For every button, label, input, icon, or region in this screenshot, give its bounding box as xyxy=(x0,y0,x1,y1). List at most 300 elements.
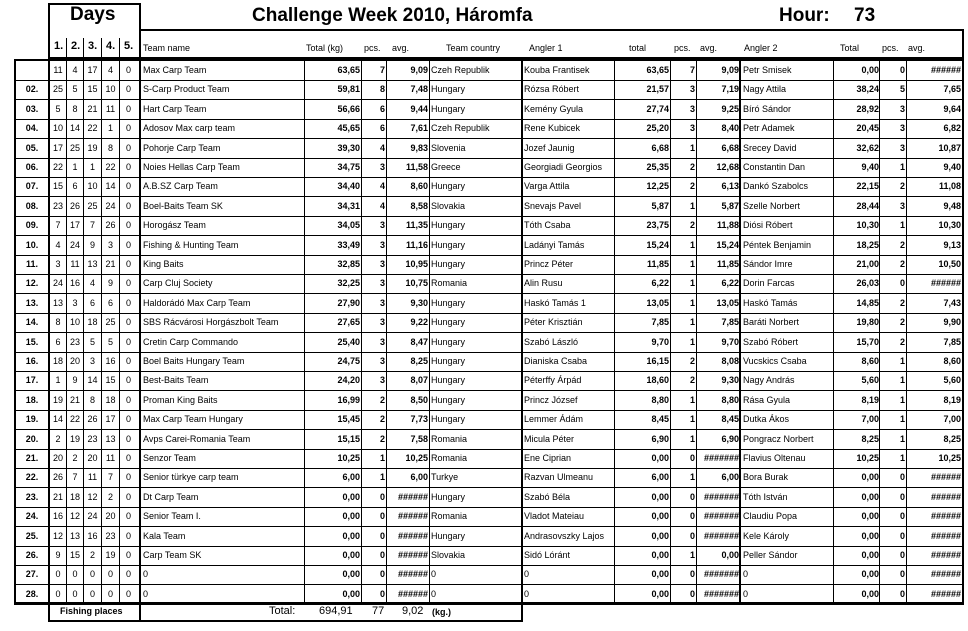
day-3-cell: 8 xyxy=(89,394,95,405)
team-name-cell: Kala Team xyxy=(143,530,186,541)
day-3-cell: 13 xyxy=(87,259,98,269)
days-label: Days xyxy=(70,4,116,25)
angler2-total-cell: 10,25 xyxy=(856,453,879,463)
team-country-cell: Hungary xyxy=(431,297,466,308)
team-avg-cell: ###### xyxy=(397,511,428,522)
angler1-name-cell: Alin Rusu xyxy=(524,278,563,289)
angler2-pcs-cell: 2 xyxy=(899,317,905,328)
angler1-pcs-cell: 3 xyxy=(689,123,695,134)
rank-cell: 22. xyxy=(25,472,39,483)
angler1-total-cell: 25,20 xyxy=(646,123,669,134)
day-3-cell: 12 xyxy=(87,491,98,502)
angler1-total-cell: 5,87 xyxy=(651,200,669,211)
team-avg-cell: 9,22 xyxy=(410,317,428,328)
angler2-avg-cell: 10,50 xyxy=(938,259,961,269)
team-avg-cell: 7,48 xyxy=(410,84,428,95)
angler1-total-cell: 8,80 xyxy=(651,394,669,405)
days-body-box xyxy=(48,59,141,604)
team-pcs-cell: 0 xyxy=(379,491,385,502)
day-1-cell: 26 xyxy=(52,472,63,483)
team-country-cell: Turkye xyxy=(431,472,459,483)
angler2-total-cell: 8,60 xyxy=(861,356,879,366)
angler1-total-cell: 0,00 xyxy=(651,569,669,580)
team-country-cell: Greece xyxy=(431,162,461,172)
angler1-total-cell: 8,45 xyxy=(651,414,669,425)
day-1-cell: 21 xyxy=(52,491,63,502)
angler1-avg-cell: ####### xyxy=(703,588,739,599)
day-3-cell: 23 xyxy=(87,433,98,444)
team-country-cell: Hungary xyxy=(431,103,466,114)
day-2-cell: 12 xyxy=(69,511,80,522)
team-name-cell: Fishing & Hunting Team xyxy=(143,239,239,250)
angler2-pcs-cell: 1 xyxy=(899,356,905,366)
day-2-cell: 0 xyxy=(72,569,78,580)
day-5-cell: 0 xyxy=(125,278,131,289)
day-1-cell: 5 xyxy=(55,103,61,114)
angler2-total-cell: 0,00 xyxy=(861,491,879,502)
team-pcs-cell: 4 xyxy=(379,181,385,192)
day-2-cell: 18 xyxy=(69,491,80,502)
team-total-cell: 34,40 xyxy=(337,181,360,192)
angler2-total-cell: 0,00 xyxy=(861,65,879,75)
angler1-pcs-cell: 0 xyxy=(689,530,695,541)
day-2-cell: 9 xyxy=(72,375,78,386)
rank-cell: 27. xyxy=(25,569,39,580)
day-4-cell: 15 xyxy=(105,375,116,386)
day-5-cell: 0 xyxy=(125,530,131,541)
team-total-cell: 0,00 xyxy=(342,511,360,522)
team-name-cell: Haldorádó Max Carp Team xyxy=(143,297,251,308)
angler2-name-cell: Szabó Róbert xyxy=(743,336,799,347)
day-3-cell: 15 xyxy=(87,84,98,95)
day-2-cell: 19 xyxy=(69,433,80,444)
angler1-avg-cell: 6,22 xyxy=(721,278,739,289)
team-name-cell: King Baits xyxy=(143,259,184,269)
day-2-cell: 15 xyxy=(69,550,80,560)
day-3-cell: 2 xyxy=(89,550,95,560)
angler2-pcs-cell: 1 xyxy=(899,453,905,463)
rank-cell: 13. xyxy=(25,297,39,308)
angler2-total-cell: 5,60 xyxy=(861,375,879,386)
team-pcs-cell: 0 xyxy=(379,588,385,599)
angler1-total-cell: 12,25 xyxy=(646,181,669,192)
angler1-pcs-cell: 0 xyxy=(689,453,695,463)
team-country-cell: Hungary xyxy=(431,259,466,269)
day-1-cell: 15 xyxy=(52,181,63,192)
team-country-cell: Hungary xyxy=(431,336,466,347)
angler1-avg-cell: 0,00 xyxy=(721,550,739,560)
rank-cell: 05. xyxy=(25,142,39,153)
day-5-cell: 0 xyxy=(125,162,131,172)
angler2-name-cell: Tóth István xyxy=(743,491,788,502)
angler1-pcs-cell: 0 xyxy=(689,588,695,599)
angler2-pcs-cell: 5 xyxy=(899,84,905,95)
angler2-name-cell: Claudiu Popa xyxy=(743,511,798,522)
angler2-avg-cell: 8,25 xyxy=(943,433,961,444)
angler1-avg-cell: 5,87 xyxy=(721,200,739,211)
angler2-pcs-cell: 3 xyxy=(899,103,905,114)
angler1-name-cell: Andrasovszky Lajos xyxy=(524,530,605,541)
team-pcs-cell: 4 xyxy=(379,142,385,153)
angler1-total-cell: 9,70 xyxy=(651,336,669,347)
team-avg-cell: 7,73 xyxy=(410,414,428,425)
day-5-cell: 0 xyxy=(125,414,131,425)
team-pcs-cell: 3 xyxy=(379,317,385,328)
day-3-cell: 19 xyxy=(87,142,98,153)
header-divider xyxy=(101,38,102,59)
angler1-total-cell: 0,00 xyxy=(651,588,669,599)
day-4-cell: 25 xyxy=(105,317,116,328)
team-name-cell: Horogász Team xyxy=(143,220,206,231)
team-avg-cell: 11,58 xyxy=(405,162,428,172)
angler1-name-cell: Micula Péter xyxy=(524,433,575,444)
team-country-cell: Hungary xyxy=(431,394,466,405)
day-5-cell: 0 xyxy=(125,181,131,192)
angler2-name-cell: Bíró Sándor xyxy=(743,103,792,114)
angler1-body-box xyxy=(521,59,741,604)
angler2-total-cell: 26,03 xyxy=(856,278,879,289)
team-pcs-cell: 6 xyxy=(379,103,385,114)
day-1-cell: 25 xyxy=(52,84,63,95)
angler1-name-cell: Varga Attila xyxy=(524,181,570,192)
angler1-pcs-cell: 1 xyxy=(689,200,695,211)
angler2-avg-cell: 10,87 xyxy=(938,142,961,153)
day-5-cell: 0 xyxy=(125,472,131,483)
angler2-pcs-cell: 0 xyxy=(899,278,905,289)
angler1-avg-cell: 9,30 xyxy=(721,375,739,386)
day-3-cell: 22 xyxy=(87,123,98,134)
team-name-cell: Best-Baits Team xyxy=(143,375,209,386)
col-angler-2-pcs: pcs. xyxy=(882,43,899,53)
day-5-cell: 0 xyxy=(125,356,131,366)
rank-cell: 09. xyxy=(25,220,39,231)
angler2-total-cell: 28,92 xyxy=(856,103,879,114)
team-pcs-cell: 0 xyxy=(379,530,385,541)
team-avg-cell: 9,83 xyxy=(410,142,428,153)
rank-cell: 20. xyxy=(25,433,39,444)
team-country-cell: Hungary xyxy=(431,356,466,366)
team-avg-cell: 8,50 xyxy=(410,394,428,405)
angler2-total-cell: 0,00 xyxy=(861,530,879,541)
day-3-cell: 20 xyxy=(87,453,98,463)
angler1-pcs-cell: 1 xyxy=(689,239,695,250)
team-total-cell: 6,00 xyxy=(342,472,360,483)
angler2-total-cell: 22,15 xyxy=(856,181,879,192)
day-2-cell: 26 xyxy=(69,200,80,211)
angler2-avg-cell: 7,43 xyxy=(943,297,961,308)
day-4-cell: 13 xyxy=(105,433,116,444)
team-name-cell: Carp Cluj Society xyxy=(143,278,213,289)
team-total-cell: 34,05 xyxy=(337,220,360,231)
rank-cell: 19. xyxy=(25,414,39,425)
day-1-cell: 24 xyxy=(52,278,63,289)
angler1-total-cell: 18,60 xyxy=(646,375,669,386)
col-pcs: pcs. xyxy=(364,43,381,53)
day-1-cell: 20 xyxy=(52,453,63,463)
team-pcs-cell: 3 xyxy=(379,375,385,386)
angler2-name-cell: Nagy Attila xyxy=(743,84,787,95)
day-5-cell: 0 xyxy=(125,84,131,95)
angler1-avg-cell: 6,00 xyxy=(721,472,739,483)
angler2-avg-cell: ###### xyxy=(930,588,961,599)
day-5-cell: 0 xyxy=(125,511,131,522)
angler2-name-cell: Sándor Imre xyxy=(743,259,793,269)
team-total-cell: 0,00 xyxy=(342,530,360,541)
day-1-cell: 4 xyxy=(55,239,61,250)
team-pcs-cell: 7 xyxy=(379,65,385,75)
angler2-pcs-cell: 2 xyxy=(899,181,905,192)
angler2-avg-cell: 5,60 xyxy=(943,375,961,386)
team-name-cell: Senior Team I. xyxy=(143,511,201,522)
col-angler-2-total: Total xyxy=(840,43,860,53)
angler2-total-cell: 9,40 xyxy=(861,162,879,172)
angler1-pcs-cell: 2 xyxy=(689,375,695,386)
angler2-pcs-cell: 2 xyxy=(899,239,905,250)
angler2-avg-cell: 7,00 xyxy=(943,414,961,425)
angler1-name-cell: Rózsa Róbert xyxy=(524,84,580,95)
angler1-name-cell: Dianiska Csaba xyxy=(524,356,588,366)
team-country-cell: Romania xyxy=(431,453,468,463)
angler2-total-cell: 20,45 xyxy=(856,123,879,134)
team-country-cell: Czeh Republik xyxy=(431,123,490,134)
rank-cell: 02. xyxy=(25,84,39,95)
col-angler-2-avg: avg. xyxy=(908,43,926,53)
angler1-name-cell: Kouba Frantisek xyxy=(524,65,590,75)
angler1-name-cell: Haskó Tamás 1 xyxy=(524,297,586,308)
team-total-cell: 16,99 xyxy=(337,394,360,405)
angler2-avg-cell: ###### xyxy=(930,278,961,289)
team-total-cell: 27,65 xyxy=(337,317,360,328)
hour-label: Hour: xyxy=(779,5,830,26)
angler1-name-cell: Péterffy Árpád xyxy=(524,375,582,386)
angler2-pcs-cell: 1 xyxy=(899,394,905,405)
team-name-cell: Boel-Baits Team SK xyxy=(143,200,223,211)
team-name-cell: Pohorje Carp Team xyxy=(143,142,221,153)
rank-cell: 25. xyxy=(25,530,39,541)
rank-cell: 24. xyxy=(25,511,39,522)
angler2-name-cell: Péntek Benjamin xyxy=(743,239,812,250)
team-total-cell: 56,66 xyxy=(337,103,360,114)
day-2-cell: 4 xyxy=(72,65,78,75)
day-4-cell: 7 xyxy=(107,472,113,483)
angler1-name-cell: Razvan Ulmeanu xyxy=(524,472,594,483)
col-avg: avg. xyxy=(392,43,410,53)
team-avg-cell: 9,09 xyxy=(410,65,428,75)
day-2-cell: 24 xyxy=(69,239,80,250)
team-pcs-cell: 3 xyxy=(379,162,385,172)
day-2-cell: 6 xyxy=(72,181,78,192)
day-3-cell: 0 xyxy=(89,569,95,580)
day-1-cell: 23 xyxy=(52,200,63,211)
col-angler-2: Angler 2 xyxy=(744,43,778,53)
angler1-pcs-cell: 7 xyxy=(689,65,695,75)
day-2-cell: 23 xyxy=(69,336,80,347)
angler2-total-cell: 18,25 xyxy=(856,239,879,250)
team-country-cell: Romania xyxy=(431,433,468,444)
total-label: Total: xyxy=(269,605,296,617)
angler2-body-box xyxy=(739,59,964,604)
team-name-cell: SBS Rácvárosi Horgászbolt Team xyxy=(143,317,279,328)
day-3-cell: 17 xyxy=(87,65,98,75)
angler2-avg-cell: 7,65 xyxy=(943,84,961,95)
angler1-avg-cell: 9,25 xyxy=(721,103,739,114)
angler2-avg-cell: ###### xyxy=(930,491,961,502)
team-pcs-cell: 0 xyxy=(379,569,385,580)
angler1-name-cell: Péter Krisztián xyxy=(524,317,583,328)
angler1-avg-cell: 8,40 xyxy=(721,123,739,134)
day-2-cell: 16 xyxy=(69,278,80,289)
angler1-total-cell: 0,00 xyxy=(651,491,669,502)
angler2-pcs-cell: 3 xyxy=(899,123,905,134)
team-pcs-cell: 0 xyxy=(379,550,385,560)
day-1-cell: 22 xyxy=(52,162,63,172)
angler2-total-cell: 28,44 xyxy=(856,200,879,211)
team-country-cell: Hungary xyxy=(431,181,466,192)
angler1-pcs-cell: 0 xyxy=(689,511,695,522)
angler1-pcs-cell: 0 xyxy=(689,491,695,502)
rank-cell: 15. xyxy=(25,336,39,347)
angler1-pcs-cell: 1 xyxy=(689,142,695,153)
angler1-total-cell: 63,65 xyxy=(646,65,669,75)
day-1-cell: 7 xyxy=(55,220,61,231)
team-country-cell: Hungary xyxy=(431,220,466,231)
team-avg-cell: 7,61 xyxy=(410,123,428,134)
team-total-cell: 32,85 xyxy=(337,259,360,269)
team-total-cell: 27,90 xyxy=(337,297,360,308)
day-5-cell: 0 xyxy=(125,433,131,444)
angler2-name-cell: Peller Sándor xyxy=(743,550,798,560)
team-country-cell: Hungary xyxy=(431,530,466,541)
team-total-cell: 25,40 xyxy=(337,336,360,347)
angler1-pcs-cell: 1 xyxy=(689,550,695,560)
col-day-2: 2. xyxy=(71,40,81,52)
angler1-total-cell: 6,90 xyxy=(651,433,669,444)
day-5-cell: 0 xyxy=(125,200,131,211)
angler2-pcs-cell: 2 xyxy=(899,297,905,308)
angler2-pcs-cell: 1 xyxy=(899,162,905,172)
team-avg-cell: 11,16 xyxy=(405,239,428,250)
angler2-name-cell: 0 xyxy=(743,588,749,599)
angler2-pcs-cell: 1 xyxy=(899,375,905,386)
angler2-pcs-cell: 1 xyxy=(899,220,905,231)
day-4-cell: 3 xyxy=(107,239,113,250)
angler1-total-cell: 6,22 xyxy=(651,278,669,289)
angler2-total-cell: 0,00 xyxy=(861,569,879,580)
day-2-cell: 0 xyxy=(72,588,78,599)
angler1-name-cell: 0 xyxy=(524,588,530,599)
team-avg-cell: ###### xyxy=(397,550,428,560)
team-country-cell: Slovenia xyxy=(431,142,466,153)
angler2-name-cell: Petr Adamek xyxy=(743,123,795,134)
angler1-name-cell: 0 xyxy=(524,569,530,580)
team-name-cell: Dt Carp Team xyxy=(143,491,199,502)
team-name-cell: Max Carp Team xyxy=(143,65,207,75)
angler1-total-cell: 16,15 xyxy=(646,356,669,366)
angler2-total-cell: 10,30 xyxy=(856,220,879,231)
angler2-total-cell: 0,00 xyxy=(861,550,879,560)
team-country-cell: Slovakia xyxy=(431,550,466,560)
day-5-cell: 0 xyxy=(125,142,131,153)
angler1-avg-cell: 7,85 xyxy=(721,317,739,328)
angler2-name-cell: Kele Károly xyxy=(743,530,790,541)
team-name-cell: Adosov Max carp team xyxy=(143,123,236,134)
angler1-name-cell: Ene Ciprian xyxy=(524,453,572,463)
angler1-pcs-cell: 1 xyxy=(689,336,695,347)
rank-cell: 28. xyxy=(25,588,39,599)
team-name-cell: Proman King Baits xyxy=(143,394,218,405)
angler2-pcs-cell: 0 xyxy=(899,550,905,560)
team-avg-cell: ###### xyxy=(397,588,428,599)
day-5-cell: 0 xyxy=(125,103,131,114)
team-total-cell: 39,30 xyxy=(337,142,360,153)
team-total-cell: 0,00 xyxy=(342,550,360,560)
angler1-name-cell: Vladot Mateiau xyxy=(524,511,585,522)
day-4-cell: 11 xyxy=(105,453,116,463)
angler2-name-cell: Baráti Norbert xyxy=(743,317,800,328)
main-header-box xyxy=(139,29,964,59)
team-name-cell: Noies Hellas Carp Team xyxy=(143,162,240,172)
angler1-pcs-cell: 1 xyxy=(689,317,695,328)
day-4-cell: 26 xyxy=(105,220,116,231)
fishing-places-label: Fishing places xyxy=(60,606,123,616)
angler1-name-cell: Kemény Gyula xyxy=(524,103,584,114)
angler2-avg-cell: 9,13 xyxy=(943,239,961,250)
angler2-pcs-cell: 2 xyxy=(899,259,905,269)
angler2-pcs-cell: 2 xyxy=(899,336,905,347)
day-3-cell: 18 xyxy=(87,317,98,328)
day-4-cell: 22 xyxy=(105,162,116,172)
team-avg-cell: 10,25 xyxy=(405,453,428,463)
angler2-total-cell: 8,19 xyxy=(861,394,879,405)
angler2-total-cell: 14,85 xyxy=(856,297,879,308)
team-name-cell: Senzor Team xyxy=(143,453,196,463)
angler1-pcs-cell: 1 xyxy=(689,297,695,308)
team-total-cell: 33,49 xyxy=(337,239,360,250)
day-5-cell: 0 xyxy=(125,336,131,347)
angler1-total-cell: 25,35 xyxy=(646,162,669,172)
team-total-cell: 32,25 xyxy=(337,278,360,289)
day-2-cell: 2 xyxy=(72,453,78,463)
angler1-name-cell: Lemmer Ádám xyxy=(524,414,584,425)
angler1-pcs-cell: 1 xyxy=(689,259,695,269)
page-title: Challenge Week 2010, Háromfa xyxy=(252,5,533,26)
team-name-cell: Senior türkye carp team xyxy=(143,472,239,483)
team-country-cell: Slovakia xyxy=(431,200,466,211)
rank-cell: 08. xyxy=(25,200,39,211)
angler2-name-cell: Haskó Tamás xyxy=(743,297,798,308)
team-total-cell: 63,65 xyxy=(337,65,360,75)
team-total-cell: 15,45 xyxy=(337,414,360,425)
day-3-cell: 14 xyxy=(87,375,98,386)
day-1-cell: 1 xyxy=(55,375,61,386)
angler2-name-cell: Pongracz Norbert xyxy=(743,433,814,444)
angler1-name-cell: Tóth Csaba xyxy=(524,220,571,231)
team-total-cell: 24,20 xyxy=(337,375,360,386)
day-3-cell: 1 xyxy=(89,162,95,172)
rank-column-box xyxy=(14,59,50,604)
day-3-cell: 0 xyxy=(89,588,95,599)
day-4-cell: 5 xyxy=(107,336,113,347)
rank-cell: 26. xyxy=(25,550,39,560)
angler2-name-cell: Dorin Farcas xyxy=(743,278,795,289)
angler2-avg-cell: 8,60 xyxy=(943,356,961,366)
day-1-cell: 10 xyxy=(52,123,63,134)
angler2-avg-cell: ###### xyxy=(930,472,961,483)
team-total-cell: 24,75 xyxy=(337,356,360,366)
team-name-cell: Carp Team SK xyxy=(143,550,202,560)
day-4-cell: 0 xyxy=(107,569,113,580)
angler2-avg-cell: 9,64 xyxy=(943,103,961,114)
